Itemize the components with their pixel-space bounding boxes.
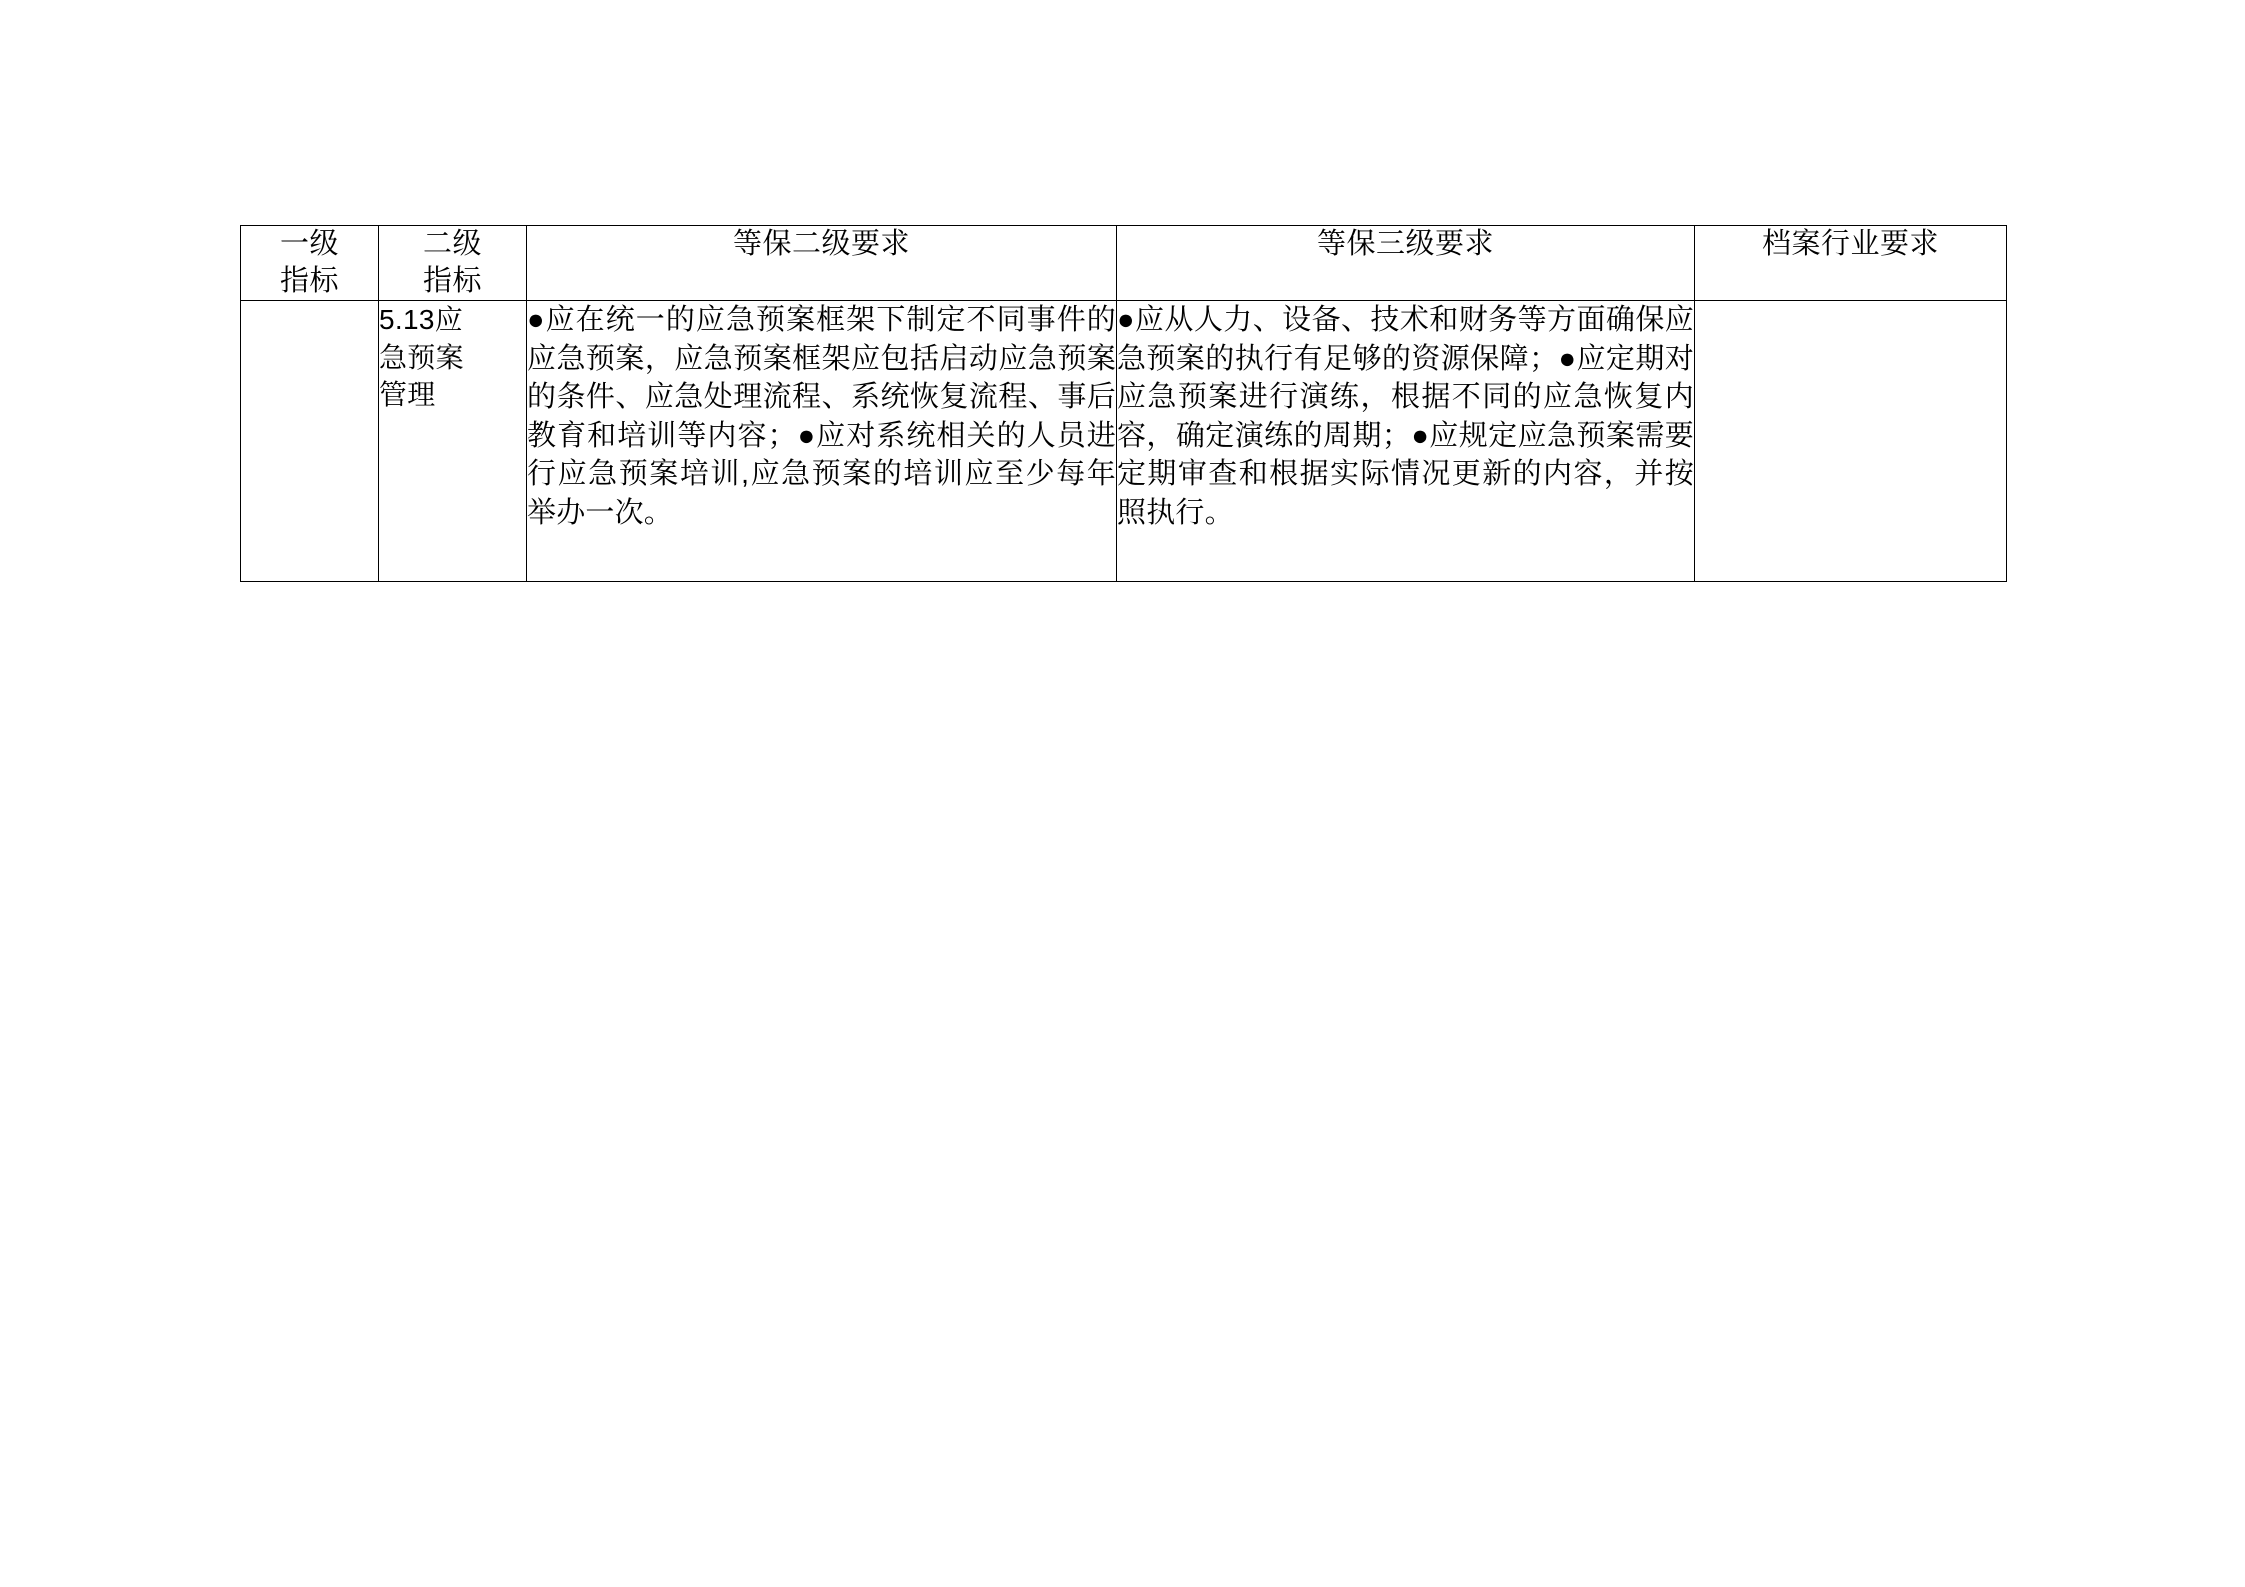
cell-line: 5.13应 [379,304,463,336]
header-line: 指标 [279,265,339,298]
table-row [241,301,2007,582]
cell-text: ●应从人力、设备、技术和财务等方面确保应急预案的执行有足够的资源保障；●应定期对应急预案进行演练，根据不同的应急恢复内容，确定演练的周期；●应规定应急预案需要定期审查和根据实际情况更新的内容，并按照执行。 [1117,304,1694,530]
cell-level1-indicator [241,301,379,582]
header-level2-requirement [527,226,1117,301]
cell-archive-requirement [1695,301,2007,582]
header-line: 二级 [422,228,482,260]
cell-level3-requirement [1117,301,1695,582]
header-level1-indicator [241,226,379,301]
header-archive-requirement [1695,226,2007,301]
requirements-table [240,225,2007,582]
cell-line: 管理 [379,379,436,411]
header-line: 等保三级要求 [1316,228,1494,260]
cell-level2-requirement [527,301,1117,582]
header-line: 指标 [422,265,482,298]
cell-level2-indicator [379,301,527,582]
header-line: 等保二级要求 [732,228,910,260]
cell-text: ●应在统一的应急预案框架下制定不同事件的应急预案，应急预案框架应包括启动应急预案的条件、应急处理流程、系统恢复流程、事后教育和培训等内容；●应对系统相关的人员进行应急预案培训,应急预案的培训应至少每年举办一次。 [527,304,1116,530]
header-line: 档案行业要求 [1761,228,1939,260]
header-line: 一级 [279,228,339,260]
header-level2-indicator [379,226,527,301]
cell-line: 急预案 [379,341,464,373]
header-level3-requirement [1117,226,1695,301]
table-header-row [241,226,2007,301]
